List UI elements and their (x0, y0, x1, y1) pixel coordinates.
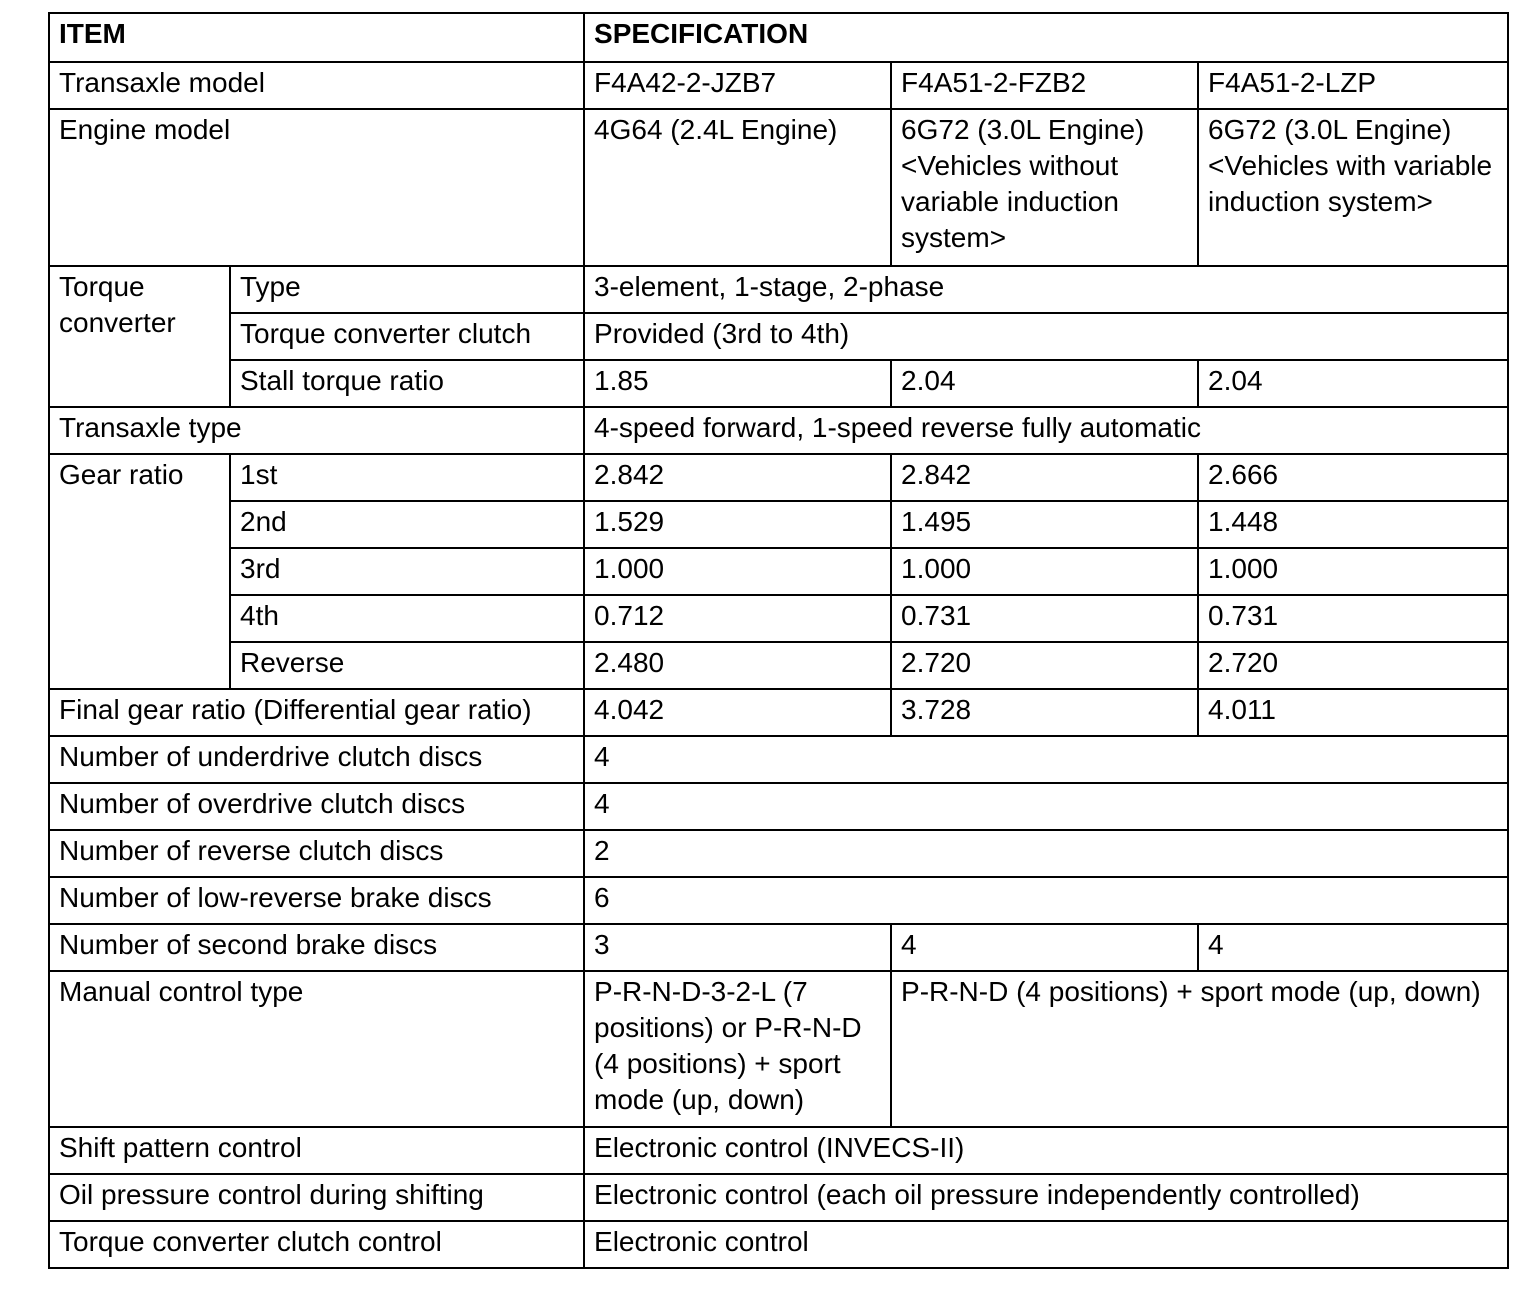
tcc-control-row (49, 1221, 1508, 1268)
specification-header: SPECIFICATION (584, 13, 1508, 62)
sub-label: Type (230, 266, 584, 313)
second-brake-row (49, 924, 1508, 971)
value-cell: 0.731 (1198, 595, 1508, 642)
header-row (49, 13, 1508, 62)
value-cell: 4 (1198, 924, 1508, 971)
value-cell: F4A51-2-LZP (1198, 62, 1508, 109)
engine-model-row (49, 109, 1508, 266)
row-label: Shift pattern control (49, 1127, 584, 1174)
torque-converter-label: Torque converter (49, 266, 230, 407)
value-cell: 2.480 (584, 642, 891, 689)
row-label: Transaxle type (49, 407, 584, 454)
value-cell: 2 (584, 830, 1508, 877)
specification-table (48, 12, 1509, 1269)
gear-label: Reverse (230, 642, 584, 689)
sub-label: Stall torque ratio (230, 360, 584, 407)
value-cell: 3.728 (891, 689, 1198, 736)
gear-ratio-row (49, 548, 1508, 595)
value-cell: 2.720 (1198, 642, 1508, 689)
value-cell: F4A42-2-JZB7 (584, 62, 891, 109)
gear-ratio-row (49, 595, 1508, 642)
transaxle-type-row (49, 407, 1508, 454)
row-label: Transaxle model (49, 62, 584, 109)
manual-control-row (49, 971, 1508, 1127)
value-cell: Electronic control (each oil pressure independently controlled) (584, 1174, 1508, 1221)
reverse-clutch-row (49, 830, 1508, 877)
value-cell: 6G72 (3.0L Engine) <Vehicles without variable induction system> (891, 109, 1198, 266)
value-cell: 3-element, 1-stage, 2-phase (584, 266, 1508, 313)
value-cell: 6G72 (3.0L Engine) <Vehicles with variable induction system> (1198, 109, 1508, 266)
value-cell: 1.85 (584, 360, 891, 407)
value-cell: 1.495 (891, 501, 1198, 548)
value-cell: 0.731 (891, 595, 1198, 642)
underdrive-clutch-row (49, 736, 1508, 783)
gear-ratio-row (49, 501, 1508, 548)
gear-ratio-row (49, 642, 1508, 689)
value-cell: 1.529 (584, 501, 891, 548)
row-label: Engine model (49, 109, 584, 266)
gear-label: 1st (230, 454, 584, 501)
value-cell: 1.000 (891, 548, 1198, 595)
stall-torque-ratio-row (49, 360, 1508, 407)
value-cell: Electronic control (584, 1221, 1508, 1268)
value-cell: P-R-N-D-3-2-L (7 positions) or P-R-N-D (4 positions) + sport mode (up, down) (584, 971, 891, 1127)
torque-converter-type-row (49, 266, 1508, 313)
row-label: Oil pressure control during shifting (49, 1174, 584, 1221)
transaxle-model-row (49, 62, 1508, 109)
gear-label: 3rd (230, 548, 584, 595)
value-cell: 2.720 (891, 642, 1198, 689)
value-cell: 6 (584, 877, 1508, 924)
shift-pattern-row (49, 1127, 1508, 1174)
row-label: Number of reverse clutch discs (49, 830, 584, 877)
gear-ratio-label: Gear ratio (49, 454, 230, 689)
row-label: Number of underdrive clutch discs (49, 736, 584, 783)
oil-pressure-row (49, 1174, 1508, 1221)
value-cell: 1.000 (584, 548, 891, 595)
value-cell: 2.842 (584, 454, 891, 501)
value-cell: 0.712 (584, 595, 891, 642)
row-label: Final gear ratio (Differential gear ratio) (49, 689, 584, 736)
gear-ratio-row (49, 454, 1508, 501)
row-label: Number of overdrive clutch discs (49, 783, 584, 830)
value-cell: 1.000 (1198, 548, 1508, 595)
value-cell: 4.042 (584, 689, 891, 736)
torque-converter-clutch-row (49, 313, 1508, 360)
value-cell: 1.448 (1198, 501, 1508, 548)
value-cell: Provided (3rd to 4th) (584, 313, 1508, 360)
gear-label: 2nd (230, 501, 584, 548)
value-cell: 2.04 (1198, 360, 1508, 407)
overdrive-clutch-row (49, 783, 1508, 830)
value-cell: 4 (584, 783, 1508, 830)
final-gear-ratio-row (49, 689, 1508, 736)
value-cell: 4 (891, 924, 1198, 971)
value-cell: 2.842 (891, 454, 1198, 501)
value-cell: 3 (584, 924, 891, 971)
sub-label: Torque converter clutch (230, 313, 584, 360)
row-label: Number of low-reverse brake discs (49, 877, 584, 924)
value-cell: P-R-N-D (4 positions) + sport mode (up, down) (891, 971, 1508, 1127)
row-label: Number of second brake discs (49, 924, 584, 971)
value-cell: 4G64 (2.4L Engine) (584, 109, 891, 266)
row-label: Torque converter clutch control (49, 1221, 584, 1268)
row-label: Manual control type (49, 971, 584, 1127)
low-reverse-brake-row (49, 877, 1508, 924)
value-cell: 2.04 (891, 360, 1198, 407)
item-header: ITEM (49, 13, 584, 62)
value-cell: F4A51-2-FZB2 (891, 62, 1198, 109)
value-cell: 4-speed forward, 1-speed reverse fully automatic (584, 407, 1508, 454)
gear-label: 4th (230, 595, 584, 642)
value-cell: 4 (584, 736, 1508, 783)
value-cell: Electronic control (INVECS-II) (584, 1127, 1508, 1174)
value-cell: 4.011 (1198, 689, 1508, 736)
value-cell: 2.666 (1198, 454, 1508, 501)
